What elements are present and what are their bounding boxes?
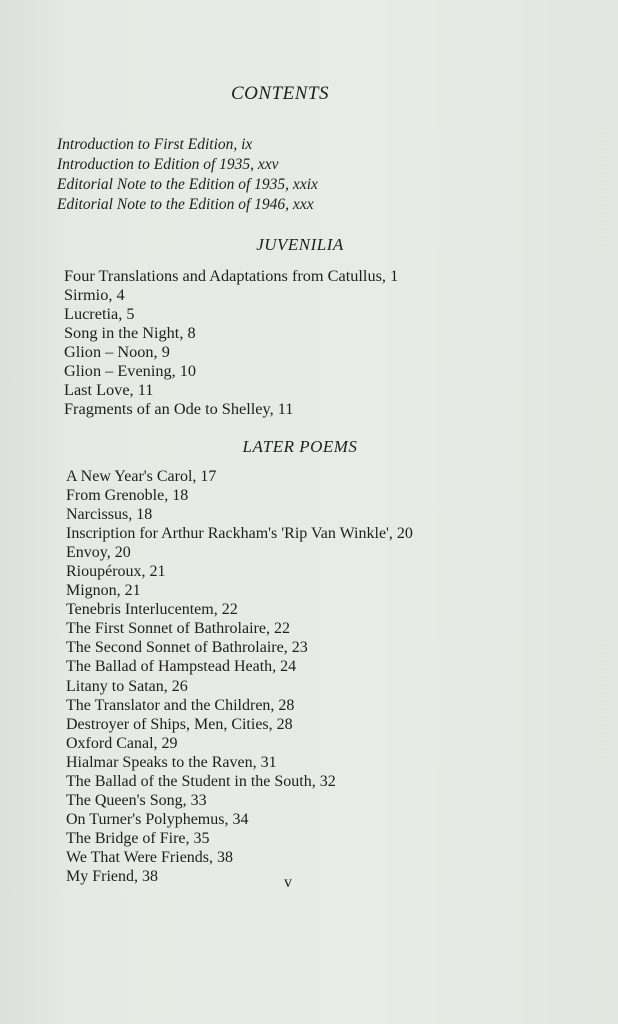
list-item: Last Love, 11 xyxy=(64,380,154,400)
list-item: Lucretia, 5 xyxy=(64,304,135,324)
list-item: Narcissus, 18 xyxy=(66,506,153,524)
juvenilia-list xyxy=(64,266,398,418)
list-item: Destroyer of Ships, Men, Cities, 28 xyxy=(66,715,293,733)
list-item: Editorial Note to the Edition of 1946, xxx xyxy=(57,196,314,213)
list-item: Envoy, 20 xyxy=(66,544,131,562)
section-heading-later-poems: LATER POEMS xyxy=(242,437,358,456)
list-item: Glion – Noon, 9 xyxy=(64,342,170,362)
list-item: The First Sonnet of Bathrolaire, 22 xyxy=(66,620,290,638)
list-item: The Translator and the Children, 28 xyxy=(66,696,295,714)
list-item: Fragments of an Ode to Shelley, 11 xyxy=(64,399,294,419)
list-item: The Queen's Song, 33 xyxy=(66,791,207,809)
page-number: v xyxy=(284,874,292,891)
list-item: Tenebris Interlucentem, 22 xyxy=(66,601,238,619)
list-item: Glion – Evening, 10 xyxy=(64,361,197,381)
list-item: Introduction to First Edition, ix xyxy=(57,136,253,153)
list-item: A New Year's Carol, 17 xyxy=(66,468,217,485)
later-poems-list xyxy=(66,467,413,886)
list-item: The Second Sonnet of Bathrolaire, 23 xyxy=(66,639,308,657)
list-item: My Friend, 38 xyxy=(66,867,158,885)
list-item: Mignon, 21 xyxy=(66,582,141,600)
list-item: Introduction to Edition of 1935, xxv xyxy=(57,156,279,173)
list-item: Rioupéroux, 21 xyxy=(66,563,166,581)
list-item: Hialmar Speaks to the Raven, 31 xyxy=(66,753,277,771)
list-item: From Grenoble, 18 xyxy=(66,487,189,505)
section-heading-juvenilia: JUVENILIA xyxy=(256,235,344,254)
list-item: Inscription for Arthur Rackham's 'Rip Van Winkle', 20 xyxy=(66,525,413,543)
list-item: The Ballad of the Student in the South, 32 xyxy=(66,772,336,790)
list-item: The Bridge of Fire, 35 xyxy=(66,829,210,847)
list-item: The Ballad of Hampstead Heath, 24 xyxy=(66,658,297,676)
list-item: Song in the Night, 8 xyxy=(64,323,196,343)
intro-list xyxy=(57,135,318,215)
list-item: On Turner's Polyphemus, 34 xyxy=(66,810,249,828)
list-item: Sirmio, 4 xyxy=(64,285,125,305)
list-item: Editorial Note to the Edition of 1935, xxix xyxy=(57,176,318,193)
page-title: CONTENTS xyxy=(231,83,329,104)
list-item: Oxford Canal, 29 xyxy=(66,734,178,752)
list-item: Four Translations and Adaptations from Catullus, 1 xyxy=(64,266,399,285)
list-item: Litany to Satan, 26 xyxy=(66,677,188,695)
list-item: We That Were Friends, 38 xyxy=(66,848,234,866)
